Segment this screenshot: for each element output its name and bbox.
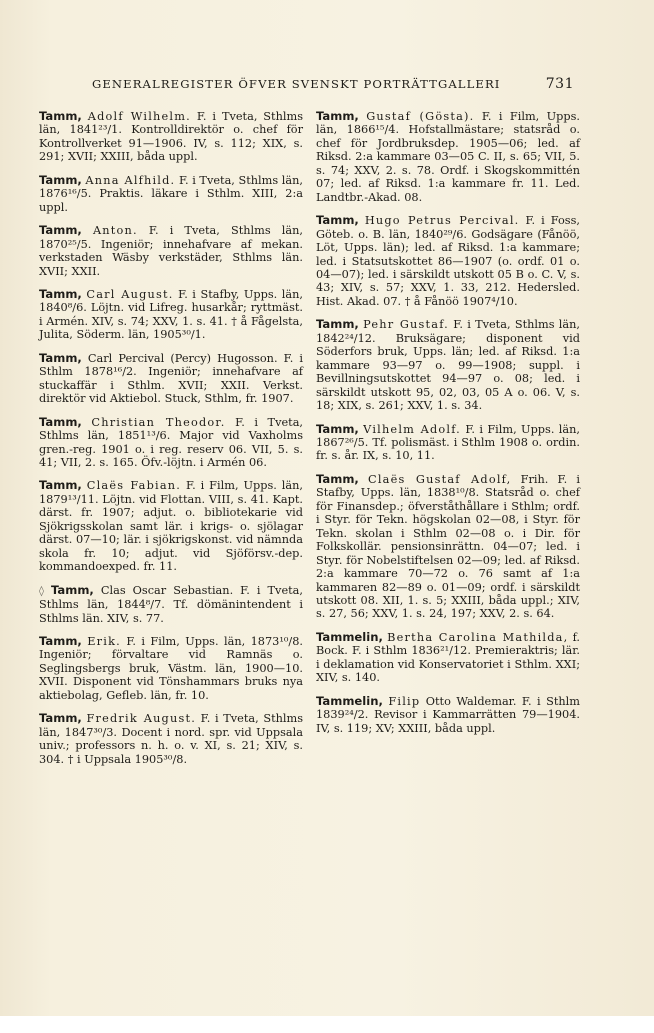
entry-given-name: Claës Gustaf Adolf,: [368, 472, 512, 486]
page-edge: [0, 1016, 654, 1033]
register-entry: [316, 423, 580, 463]
entry-text: F. i Tveta, Sthlms län, 1876¹⁶/5. Praktis. läkare i Sthlm. XIII, 2:a uppl.: [39, 173, 303, 214]
entry-surname: Tamm,: [39, 223, 82, 238]
entry-given-name: Fredrik August.: [86, 712, 196, 726]
entry-text: F. i Film, Upps. län, 1873¹⁰/8. Ingeniör; förvaltare vid Ramnäs o. Seglingsbergs bruk, Västm. län, 1900—10. XVII. Disponent vid Tönshammars bruks nya aktiebolag, Gefleb. län, fr. 10.: [39, 634, 303, 702]
entry-given-name: Adolf Wilhelm.: [87, 110, 191, 123]
register-entry: [39, 352, 303, 406]
entry-surname: Tamm,: [39, 286, 82, 301]
entry-given-name: Bertha Carolina Mathilda,: [387, 630, 569, 644]
entry-surname: Tamm,: [39, 633, 82, 648]
entry-given-name: Christian Theodor.: [91, 415, 226, 429]
header-title: GENERALREGISTER ÖFVER SVENSKT PORTRÄTTGALLERI: [92, 77, 501, 91]
entry-text: f. Bock. F. i Sthlm 1836²¹/12. Premieraktris; lär. i deklamation vid Konservatoriet i Sthlm. XXI; XIV, s. 140.: [316, 630, 581, 685]
entry-text: F. i Tveta, Sthlms län, 1847³⁰/3. Docent i nord. spr. vid Uppsala univ.; professors n. h. o. v. XI, s. 21; XIV, s. 304. † i Uppsala 1905³⁰/8.: [39, 712, 304, 766]
entry-given-name: Pehr Gustaf.: [363, 318, 449, 332]
entry-given-name: Claës Fabian.: [86, 479, 182, 493]
register-entry: [316, 214, 580, 308]
register-entry: [316, 631, 580, 685]
margin-mark-icon: ◊: [39, 585, 44, 597]
entry-text: Carl Percival (Percy) Hugosson. F. i Sthlm 1878¹⁶/2. Ingeniör; innehafvare af stuckaffär i Sthlm. XVII; XXII. Verkst. direktör vid Aktiebol. Stuck, Sthlm, fr. 1907.: [39, 351, 303, 406]
register-entry: [39, 288, 303, 342]
register-entry: [316, 473, 580, 621]
entry-text: Frih. F. i Stafby, Upps. län, 1838¹⁰/8. Statsråd o. chef för Finansdep.; öfverståthållare i Sthlm; ordf. i Styr. för Tekn. högskolan 02—08, i Styr. för Tekn. skolan i Sthlm 02—08 o. i Dir. för Folkskollär. pensionsinrättn. 04—07; led. i Styr. för Nobelstiftelsen 02—09; led. af Riksd. 2:a kammare 70—72 o. 76 samt af 1:a kammaren 82—89 o. 01—09; ordf. i särskildt utskott 08. XII, 1. s. 5; XXIII, båda uppl.; XIV, s. 27, 56; XXV, 1. s. 24, 197; XXV, 2. s. 64.: [316, 472, 581, 621]
running-header: [92, 76, 574, 92]
entry-surname: Tamm,: [51, 582, 94, 597]
entry-surname: Tamm,: [39, 711, 82, 726]
entry-text: F. i Stafby, Upps. län, 1840⁸/6. Löjtn. vid Lifreg. husarkår; ryttmäst. i Armén. XIV, s. 74; XXV, 1. s. 41. † å Fågelsta, Julita, Söderm. län, 1905³⁰/1.: [39, 287, 304, 342]
left-column: [39, 110, 303, 776]
register-entry: [39, 110, 303, 164]
entry-surname: Tamm,: [39, 109, 82, 123]
right-column: [316, 110, 580, 745]
entry-given-name: Hugo Petrus Percival.: [364, 214, 520, 228]
register-entry: [39, 224, 303, 278]
page-number: 731: [545, 76, 574, 92]
register-entry: [39, 479, 303, 573]
entry-surname: Tamm,: [39, 172, 82, 187]
entry-given-name: Filip: [388, 694, 421, 708]
entry-given-name: Gustaf (Gösta).: [366, 110, 475, 123]
entry-given-name: Vilhelm Adolf.: [363, 422, 461, 436]
register-entry: [316, 318, 580, 412]
entry-surname: Tamm,: [39, 414, 82, 429]
entry-surname: Tamm,: [39, 350, 82, 365]
entry-text: F. i Tveta, Sthlms län, 1841²³/1. Kontrolldirektör o. chef för Kontrollverket 91—1906. IV, s. 112; XIX, s. 291; XVII; XXIII, båda uppl.: [39, 110, 303, 164]
register-entry: [316, 695, 580, 735]
entry-text: F. i Film, Upps. län, 1879¹³/11. Löjtn. vid Flottan. VIII, s. 41. Kapt. därst. fr. 1907; adjut. o. bibliotekarie vid Sjökrigsskolan samt lär. i krigs- o. sjölagar därst. 07—10; lär. i sjökrigskonst. vid nämnda skola fr. 10; adjut. vid Sjöförsv.-dep. kommandoexped. fr. 11.: [39, 479, 304, 574]
entry-given-name: Anna Alfhild.: [85, 173, 176, 187]
entry-text: F. i Foss, Göteb. o. B. län, 1840²⁹/6. Godsägare (Fånöö, Löt, Upps. län); led. af Riksd. 1:a kammare; led. i Statsutskottet 86—1907 (o. ordf. 01 o. 04—07); led. i särskildt utskott 05 B o. C. V, s. 43; XIV, s. 57; XXV, 1. 33, 212. Hedersled. Hist. Akad. 07. † å Fånöö 1907⁴/10.: [316, 214, 580, 308]
entry-surname: Tamm,: [316, 109, 359, 123]
register-entry: [316, 110, 580, 204]
entry-surname: Tamm,: [316, 471, 359, 486]
entry-surname: Tamm,: [316, 317, 359, 332]
register-entry: [39, 584, 303, 625]
register-entry: [39, 416, 303, 470]
entry-text: Clas Oscar Sebastian. F. i Tveta, Sthlms län, 1844⁸/7. Tf. dömänintendent i Sthlms län. XIV, s. 77.: [39, 583, 303, 625]
entry-surname: Tammelin,: [316, 629, 383, 644]
entry-text: F. i Film, Upps. län, 1867²⁶/5. Tf. polismäst. i Sthlm 1908 o. ordin. fr. s. år. IX, s. 10, 11.: [316, 422, 580, 463]
entry-given-name: Carl August.: [86, 287, 174, 301]
register-entry: [39, 174, 303, 214]
entry-text: F. i Film, Upps. län, 1866¹⁵/4. Hofstallmästare; statsråd o. chef för Jordbruksdep. 1905—06; led. af Riksd. 2:a kammare 03—05 C. II, s. 65; VII, 5. s. 74; XXV, 2. s. 78. Ordf. i Skogskommittén 07; led. af Riksd. 1:a kammare fr. 11. Led. Landtbr.-Akad. 08.: [316, 110, 581, 204]
entry-given-name: Anton.: [92, 224, 138, 238]
entry-surname: Tamm,: [316, 213, 359, 228]
entry-text: F. i Tveta, Sthlms län, 1870²⁵/5. Ingeniör; innehafvare af mekan. verkstaden Wäsby verkstäder, Sthlms län. XVII; XXII.: [39, 224, 304, 278]
entry-text: F. i Tveta, Sthlms län, 1851¹³/6. Major vid Vaxholms gren.-reg. 1901 o. i reg. reserv 06. VII, 5. s. 41; VII, 2. s. 165. Öfv.-löjtn. i Armén 06.: [39, 415, 304, 469]
entry-surname: Tamm,: [39, 478, 82, 493]
entry-text: F. i Tveta, Sthlms län, 1842²⁴/12. Bruksägare; disponent vid Söderfors bruk, Upps. län; led. af Riksd. 1:a kammare 93—97 o. 99—1908; suppl. i Bevillningsutskottet 94—97 o. 08; led. i särskildt utskott 95, 02, 03, 05 A o. 06. V, s. 18; XIX, s. 261; XXV, 1. s. 34.: [316, 318, 580, 413]
entry-surname: Tammelin,: [316, 693, 383, 708]
entry-surname: Tamm,: [316, 421, 359, 436]
entry-text: Otto Waldemar. F. i Sthlm 1839²⁴/2. Revisor i Kammarrätten 79—1904. IV, s. 119; XV; XXIII, båda uppl.: [316, 694, 580, 735]
register-entry: [39, 635, 303, 702]
register-entry: [39, 712, 303, 766]
entry-given-name: Erik.: [87, 634, 121, 648]
